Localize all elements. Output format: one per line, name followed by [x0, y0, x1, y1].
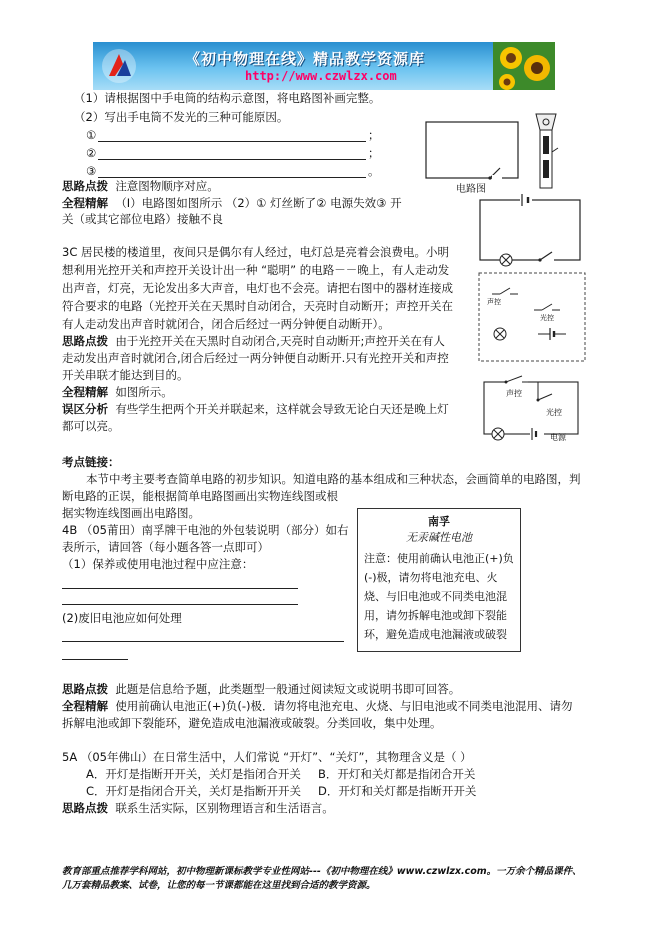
- q5-option-d[interactable]: D．开灯和关灯都是指断开开关: [318, 784, 477, 798]
- q4-answer-line-3[interactable]: [62, 641, 344, 642]
- q3-error2: 都可以亮。: [62, 419, 120, 433]
- banner-title: 《初中物理在线》精品教学资源库: [185, 50, 426, 68]
- footer-line1: 教育部重点推荐学科网站，初中物理新课标教学专业性网站---《初中物理在线》www.czwlzx.com。一万余个精品课件、: [62, 866, 582, 877]
- fig-label-power: 电源: [550, 433, 566, 442]
- q3-line4: 符合要求的电路（光控开关在天黑时自动闭合，天亮时自动断开；声控开关在: [62, 299, 453, 313]
- q3-hint2: 走动发出声音时就闭合,闭合后经过一两分钟便自动断开.只有光控开关和声控: [62, 351, 449, 365]
- answer-circuit-figure: [476, 192, 586, 272]
- box-brand: 南孚: [428, 515, 450, 528]
- blank-3-end: 。: [368, 164, 380, 178]
- q4-line1: 4B （05莆田）南孚牌干电池的外包装说明（部分）如右: [62, 523, 349, 537]
- q2-answer-line1: [62, 196, 402, 211]
- hint-text: 注意图物顺序对应。: [115, 179, 219, 193]
- footer-line2: 几万套精品教案、试卷，让您的每一节课都能在这里找到合适的教学资源。: [62, 880, 376, 891]
- q3-line2: 想利用光控开关和声控开关设计出一种 “聪明” 的电路－－晚上，有人走动发: [62, 263, 450, 277]
- components-figure: [478, 272, 586, 362]
- answer-text: 如图所示。: [115, 385, 173, 399]
- fig-label-light-small: 光控: [540, 314, 554, 322]
- q2-item2: （2）写出手电筒不发光的三种可能原因。: [74, 110, 289, 124]
- answer-line-3[interactable]: [98, 177, 366, 178]
- battery-label-box: [357, 508, 521, 652]
- box-note: 注意：使用前确认电池正(+)负(-)极，请勿将电池充电、火烧、与旧电池或不同类电池混用，请勿拆解电池或卸下裂能环，避免造成电池漏液或破裂: [364, 552, 514, 641]
- answer-label: 全程精解: [62, 699, 108, 713]
- q4-answer1: [62, 699, 573, 714]
- fig-label-light: 光控: [546, 408, 562, 417]
- answer-text: 使用前确认电池正(+)负(-)极．请勿将电池充电、火烧、与旧电池或不同类电池混用、请勿: [115, 699, 573, 713]
- blank-1-end: ；: [368, 128, 380, 142]
- q3-answer: [62, 385, 173, 400]
- q3-line5: 有人走动发出声音时就闭合，闭合后经过一两分钟便自动断开）。: [62, 317, 390, 331]
- q4-answer2: 拆解电池或卸下裂能环，避免造成电池漏液或破裂。分类回收，集中处理。: [62, 716, 442, 730]
- blank-2-end: ；: [368, 146, 380, 160]
- q3-error1: [62, 402, 449, 417]
- fig-label-sound-small: 声控: [487, 298, 501, 306]
- hint-label: 思路点拨: [62, 179, 108, 193]
- blank-3-marker: ③: [86, 164, 97, 178]
- q5-option-c[interactable]: C．开灯是指闭合开关，关灯是指断开开关: [86, 784, 302, 798]
- exam-link-line3: 据实物连线图画出电路图。: [62, 506, 200, 520]
- q5-option-a[interactable]: A．开灯是指断开开关，关灯是指闭合开关: [86, 767, 301, 781]
- answer-line-2[interactable]: [98, 159, 366, 160]
- sunflower-icon: [493, 42, 555, 90]
- error-text: 有些学生把两个开关并联起来，这样就会导致无论白天还是晚上灯: [115, 402, 449, 416]
- answer-label: 全程精解: [62, 385, 108, 399]
- blank-2-marker: ②: [86, 146, 97, 160]
- answer-text: （I）电路图如图所示 （2）① 灯丝断了② 电源失效③ 开: [115, 196, 402, 210]
- q4-line2: 表所示，请回答（每小题各答一点即可）: [62, 540, 269, 554]
- answer-label: 全程精解: [62, 196, 108, 210]
- fig-label-sound: 声控: [506, 389, 522, 398]
- banner-url[interactable]: http://www.czwlzx.com: [245, 69, 397, 83]
- q4-hint: [62, 682, 460, 697]
- hint-label: 思路点拨: [62, 801, 108, 815]
- hint-label: 思路点拨: [62, 334, 108, 348]
- site-logo-icon: [99, 46, 139, 86]
- q4-answer-line-2[interactable]: [62, 604, 298, 605]
- hint-text: 联系生活实际，区别物理语言和生活语言。: [115, 801, 334, 815]
- q3-answer-circuit: [478, 374, 586, 444]
- circuit-caption: 电路图: [456, 184, 486, 195]
- q5-option-b[interactable]: B．开灯和关灯都是指闭合开关: [318, 767, 476, 781]
- q3-line1: 3C 居民楼的楼道里，夜间只是偶尔有人经过，电灯总是亮着会浪费电。小明: [62, 245, 449, 259]
- exam-link-line2: 断电路的正误，能根据简单电路图画出实物连线图或根: [62, 489, 338, 503]
- q4-answer-line-1[interactable]: [62, 588, 298, 589]
- exam-link-line1: 本节中考主要考查简单电路的初步知识。知道电路的基本组成和三种状态，会画简单的电路图，判: [86, 472, 581, 486]
- q4-answer-line-4[interactable]: [62, 659, 128, 660]
- q4-sub2: (2)废旧电池应如何处理: [62, 611, 182, 625]
- q2-answer-line2: 关（或其它部位电路）接触不良: [62, 212, 223, 226]
- hint-text: 由于光控开关在天黑时自动闭合,天亮时自动断开;声控开关在有人: [115, 334, 445, 348]
- error-label: 误区分析: [62, 402, 108, 416]
- q2-item1: （1）请根据图中手电筒的结构示意图，将电路图补画完整。: [74, 91, 381, 105]
- q5-hint: [62, 801, 334, 816]
- q5-stem: 5A （05年佛山）在日常生活中，人们常说 “开灯”、“关灯”，其物理含义是（ ）: [62, 750, 472, 764]
- hint-label: 思路点拨: [62, 682, 108, 696]
- flashlight-circuit-figure: [424, 112, 589, 194]
- answer-line-1[interactable]: [98, 141, 366, 142]
- header-banner: [93, 42, 555, 90]
- q2-hint: [62, 179, 219, 194]
- blank-1-marker: ①: [86, 128, 97, 142]
- q4-sub1: （1）保养或使用电池过程中应注意：: [62, 557, 254, 571]
- box-product: 无汞碱性电池: [406, 531, 472, 544]
- exam-link-label: 考点链接：: [62, 455, 120, 469]
- q3-hint3: 开关串联才能达到目的。: [62, 368, 189, 382]
- q3-hint1: [62, 334, 445, 349]
- hint-text: 此题是信息给予题，此类题型一般通过阅读短文或说明书即可回答。: [115, 682, 461, 696]
- q3-line3: 出声音，灯亮，无论发出多大声音，电灯也不会亮。请把右图中的器材连接成: [62, 281, 453, 295]
